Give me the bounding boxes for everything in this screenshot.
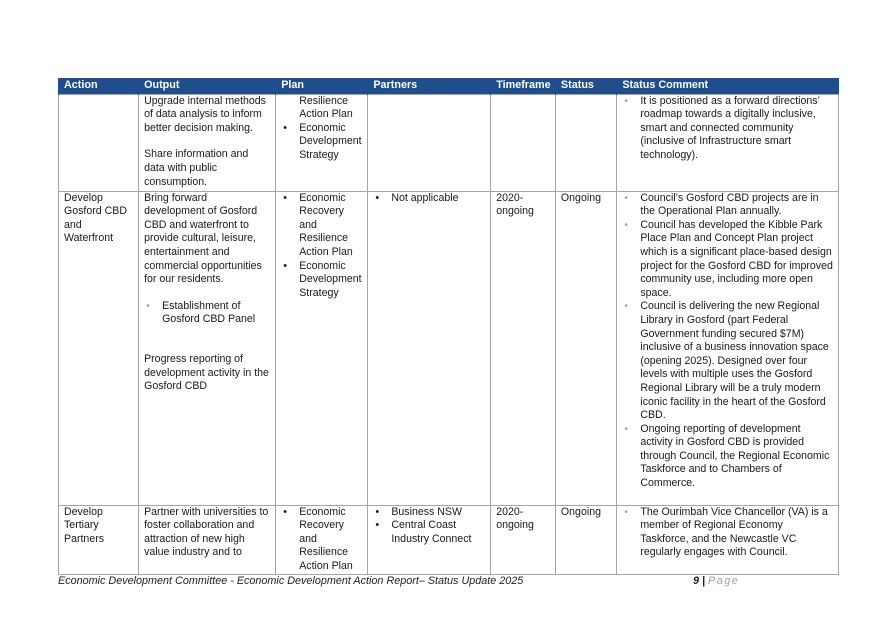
cell-status-comment <box>617 505 839 574</box>
cell-status-comment <box>617 94 839 191</box>
cell-plan <box>276 94 368 191</box>
list-item: Resilience Action Plan <box>299 94 353 121</box>
list-item: • The Ourimbah Vice Chancellor (VA) is a member of Regional Economy Taskforce, and the Newcastle VC regularly engages with Council. <box>622 506 833 560</box>
cell-action: Develop Tertiary Partners <box>59 505 139 574</box>
cell-timeframe: 2020-ongoing <box>491 505 556 574</box>
cell-partners <box>368 94 491 191</box>
list-item: • Economic Development Strategy <box>281 260 362 301</box>
table-row <box>59 505 839 574</box>
cell-plan <box>276 505 368 574</box>
cell-plan <box>276 191 368 505</box>
action-report-table <box>58 78 839 575</box>
header-output: Output <box>139 78 276 94</box>
cell-partners <box>368 505 491 574</box>
cell-partners <box>368 191 491 505</box>
header-status-comment: Status Comment <box>617 78 839 94</box>
cell-action <box>59 94 139 191</box>
cell-timeframe: 2020-ongoing <box>491 191 556 505</box>
output-text: Share information and data with public consumption. <box>144 148 249 188</box>
list-item: • Council’s Gosford CBD projects are in the Operational Plan annually. <box>622 192 833 219</box>
list-item: • Council has developed the Kibble Park Place Plan and Concept Plan project which is a significant place-based design project for the Gosford CBD for improved community use, including more open space. <box>622 219 833 301</box>
list-item: • Economic Recovery and Resilience Action Plan <box>281 506 362 574</box>
list-item: • Not applicable <box>373 192 485 206</box>
list-item: • Economic Recovery and Resilience Action Plan <box>281 192 362 260</box>
output-text: Progress reporting of development activity in the Gosford CBD <box>144 352 269 393</box>
footer-title: Economic Development Committee - Economic Development Action Report– Status Update 2025 <box>58 575 524 587</box>
list-item: • Central Coast Industry Connect <box>373 519 485 546</box>
output-text: Bring forward development of Gosford CBD and waterfront to provide cultural, leisure, entertainment and commercial opportunities for our residents. <box>144 191 262 286</box>
list-item: • Ongoing reporting of development activity in Gosford CBD is provided through Council, the Regional Economic Taskforce and to Chambers of Commerce. <box>622 423 833 491</box>
header-timeframe: Timeframe <box>491 78 556 94</box>
header-action: Action <box>59 78 139 94</box>
cell-output <box>139 94 276 191</box>
page-number-label <box>693 575 739 587</box>
cell-action: Develop Gosford CBD and Waterfront <box>59 191 139 505</box>
cell-status-comment <box>617 191 839 505</box>
list-item: • Economic Development Strategy <box>281 122 362 163</box>
header-status: Status <box>555 78 616 94</box>
cell-status: Ongoing <box>555 191 616 505</box>
list-item: • Establishment of Gosford CBD Panel <box>144 300 270 327</box>
table-row <box>59 94 839 191</box>
cell-output <box>139 191 276 505</box>
cell-timeframe <box>491 94 556 191</box>
list-item: • Council is delivering the new Regional Library in Gosford (part Federal Government funding secured $7M) inclusive of a business innovation space (opening 2025). Designed over four levels with multiple uses the Gosford Regional Library will be a truly modern iconic facility in the heart of the Gosford CBD. <box>622 300 833 422</box>
page-number: 9 <box>693 575 700 587</box>
cell-status: Ongoing <box>555 505 616 574</box>
table-row <box>59 191 839 505</box>
output-text: Upgrade internal methods of data analysis to inform better decision making. <box>144 94 266 134</box>
page-separator: | <box>699 575 709 587</box>
cell-output: Partner with universities to foster collaboration and attraction of new high value industry and to <box>139 505 276 574</box>
table-header-row <box>59 78 839 94</box>
page-word: Page <box>708 575 740 587</box>
cell-status <box>555 94 616 191</box>
list-item: • It is positioned as a forward directions’ roadmap towards a digitally inclusive, smart and connected community (inclusive of Infrastructure smart technology). <box>622 95 833 163</box>
header-plan: Plan <box>276 78 368 94</box>
list-item: • Business NSW <box>373 506 485 520</box>
header-partners: Partners <box>368 78 491 94</box>
